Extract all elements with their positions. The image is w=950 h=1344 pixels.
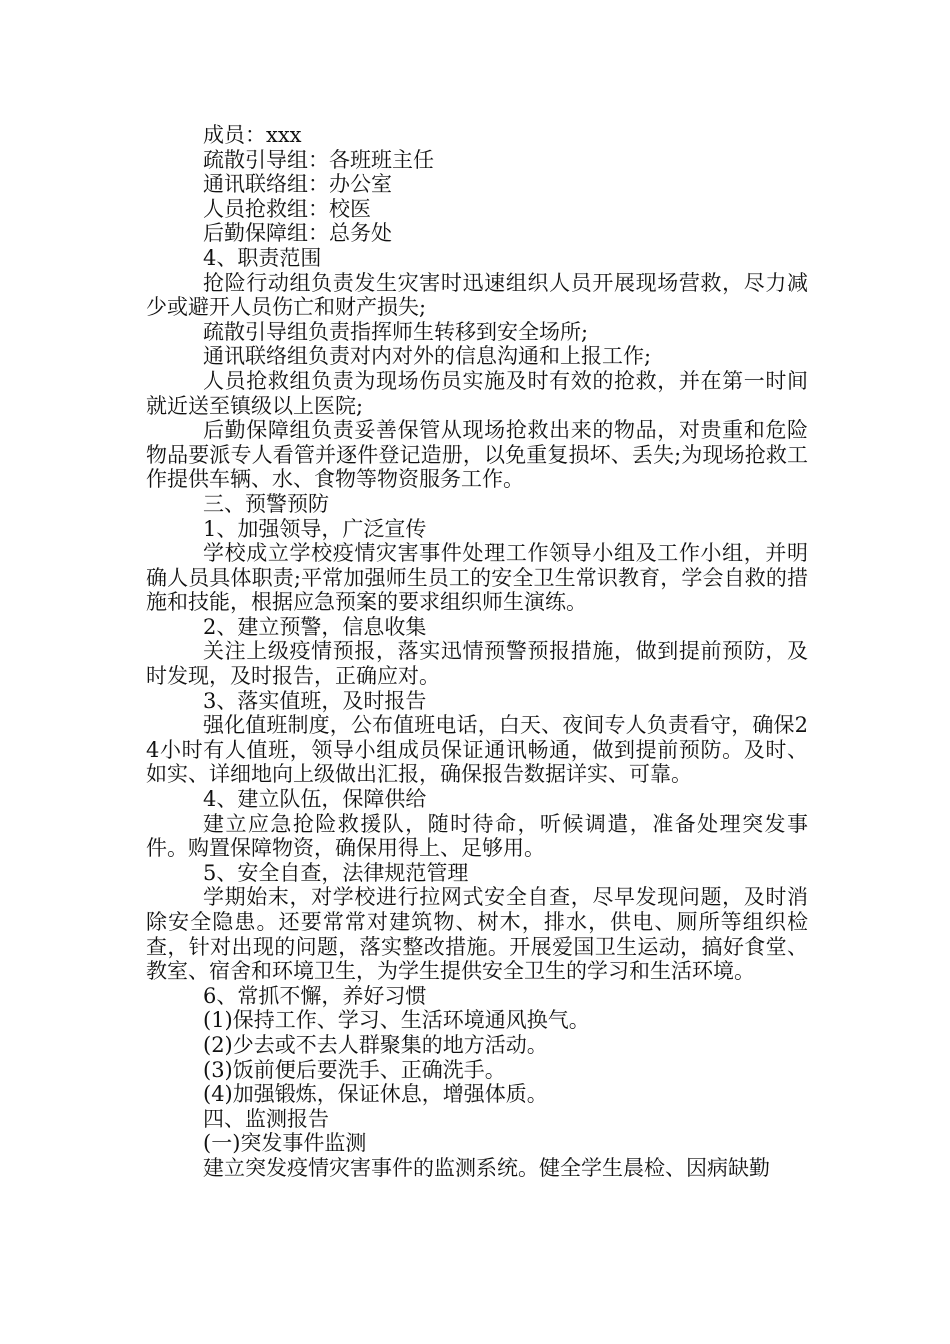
- subsection-heading: 5、安全自查，法律规范管理: [203, 860, 469, 885]
- list-item: (2)少去或不去人群聚集的地方活动。: [203, 1032, 548, 1057]
- paragraph: 关注上级疫情预报，落实迅情预警预报措施，做到提前预防，及时发现，及时报告，正确应对。: [146, 639, 808, 689]
- paragraph: 疏散引导组负责指挥师生转移到安全场所;: [203, 319, 589, 344]
- paragraph: 人员抢救组负责为现场伤员实施及时有效的抢救，并在第一时间就近送至镇级以上医院;: [146, 368, 808, 418]
- paragraph: 抢险行动组负责发生灾害时迅速组织人员开展现场营救，尽力减少或避开人员伤亡和财产损失;: [146, 270, 808, 320]
- paragraph: 人员抢救组：校医: [203, 196, 371, 221]
- document-body: [146, 123, 808, 1181]
- subsection-heading: 3、落实值班，及时报告: [203, 688, 427, 713]
- list-item: (3)饭前便后要洗手、正确洗手。: [203, 1057, 506, 1082]
- paragraph: 建立应急抢险救援队，随时待命，听候调遣，准备处理突发事件。购置保障物资，确保用得上、足够用。: [146, 811, 808, 861]
- list-item: (1)保持工作、学习、生活环境通风换气。: [203, 1008, 590, 1033]
- paragraph: 后勤保障组：总务处: [203, 221, 392, 246]
- paragraph: 建立突发疫情灾害事件的监测系统。健全学生晨检、因病缺勤: [203, 1155, 770, 1180]
- section-heading: 四、监测报告: [203, 1106, 329, 1131]
- paragraph: 通讯联络组负责对内对外的信息沟通和上报工作;: [203, 344, 652, 369]
- subsection-heading: (一)突发事件监测: [203, 1131, 367, 1156]
- subsection-heading: 2、建立预警，信息收集: [203, 614, 427, 639]
- subsection-heading: 1、加强领导，广泛宣传: [203, 516, 427, 541]
- list-item: (4)加强锻炼，保证休息，增强体质。: [203, 1082, 548, 1107]
- subsection-heading: 6、常抓不懈，养好习惯: [203, 983, 427, 1008]
- section-heading: 4、职责范围: [203, 245, 322, 270]
- paragraph: 学期始末，对学校进行拉网式安全自查，尽早发现问题，及时消除安全隐患。还要常常对建筑物、树木，排水，供电、厕所等组织检查，针对出现的问题，落实整改措施。开展爱国卫生运动，搞好食堂、教室、宿舍和环境卫生，为学生提供安全卫生的学习和生活环境。: [146, 885, 808, 984]
- subsection-heading: 4、建立队伍，保障供给: [203, 787, 427, 812]
- paragraph: 后勤保障组负责妥善保管从现场抢救出来的物品，对贵重和危险物品要派专人看管并逐件登记造册，以免重复损坏、丢失;为现场抢救工作提供车辆、水、食物等物资服务工作。: [146, 418, 808, 492]
- paragraph: 疏散引导组：各班班主任: [203, 147, 434, 172]
- paragraph: 强化值班制度，公布值班电话，白天、夜间专人负责看守，确保24小时有人值班，领导小组成员保证通讯畅通，做到提前预防。及时、如实、详细地向上级做出汇报，确保报告数据详实、可靠。: [146, 713, 808, 787]
- paragraph: 成员：xxx: [203, 123, 302, 147]
- paragraph: 通讯联络组：办公室: [203, 172, 392, 197]
- paragraph: 学校成立学校疫情灾害事件处理工作领导小组及工作小组，并明确人员具体职责;平常加强师生员工的安全卫生常识教育，学会自救的措施和技能，根据应急预案的要求组织师生演练。: [146, 541, 808, 615]
- section-heading: 三、预警预防: [203, 491, 329, 516]
